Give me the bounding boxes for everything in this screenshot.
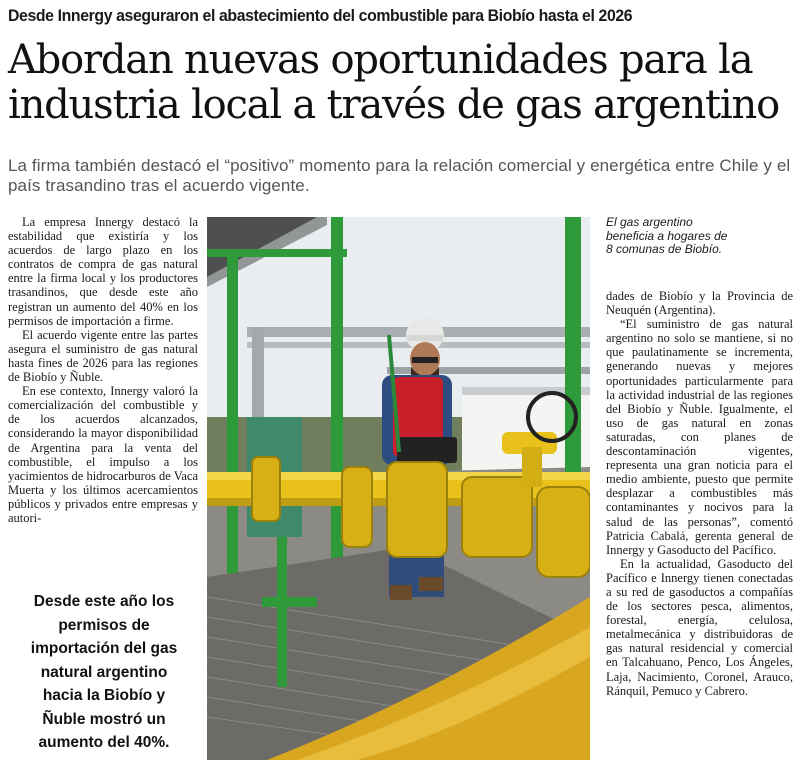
article-headline: Abordan nuevas oportunidades para la industria local a través de gas argentino xyxy=(8,37,779,128)
gas-pipeline-photo xyxy=(207,217,590,760)
article-body-right-column xyxy=(606,289,793,761)
article-subhead: La firma también destacó el “positivo” momento para la relación comercial y energética entre Chile y el país trasandino tras el acuerdo vigente. xyxy=(8,156,791,195)
article-kicker: Desde Innergy aseguraron el abastecimiento del combustible para Biobío hasta el 2026 xyxy=(8,6,633,25)
body-paragraph: En la actualidad, Gasoducto del Pacífico e Innergy tienen conectadas a su red de gasoductos a compañías de los sectores pesca, alimentos, forestal, energía, celulosa, metalmecánica y distribuidoras de gas natural residencial y comercial en Talcahuano, Penco, Los Ángeles, Laja, Nacimiento, Coronel, Arauco, Ránquil, Pemuco y Cabrero. xyxy=(606,556,793,698)
body-paragraph: La empresa Innergy destacó la estabilidad que existiría y los acuerdos de largo plazo en los contratos de compra de gas natural entre la firma local y los productores trasandinos, que desde este año registran un aumento del 40% en los permisos de importación a firme. xyxy=(8,215,198,328)
article-body-left-column xyxy=(8,215,198,583)
body-paragraph: El acuerdo vigente entre las partes asegura el suministro de gas natural hasta fines de 2026 para las regiones de Biobío y Ñuble. xyxy=(8,327,198,385)
pull-quote: Desde este año los permisos de importación del gas natural argentino hacia la Biobío y Ñuble mostró un aumento del 40%. xyxy=(30,593,178,751)
photo-caption: El gas argentino beneficia a hogares de 8 comunas de Biobío. xyxy=(606,215,728,256)
body-paragraph: dades de Biobío y la Provincia de Neuquén (Argentina). xyxy=(606,289,793,318)
body-paragraph: “El suministro de gas natural argentino no solo se mantiene, si no que paulatinamente se incrementa, generando nuevas y mejores oportunidades particularmente para la actividad industrial de las regiones del Biobío y Ñuble. Igualmente, el uso de gas natural en zonas saturadas, con planes de descontaminación vigentes, representa una gran noticia para el medio ambiente, puesto que permite desplazar a combustibles más contaminantes y nocivos para la salud de las personas”, comentó Patricia Cabalá, gerenta general de Innergy y Gasoducto del Pacífico. xyxy=(606,317,793,557)
body-paragraph: En ese contexto, Innergy valoró la comercialización del combustible y de los acuerdos alcanzados, considerando la mayor disponibilidad de Argentina para la venta del combustible, el impulso a los yacimientos de hidrocarburos de Vaca Muerta y los últimos acercamientos públicos y privados entre empresas y autori- xyxy=(8,384,198,525)
